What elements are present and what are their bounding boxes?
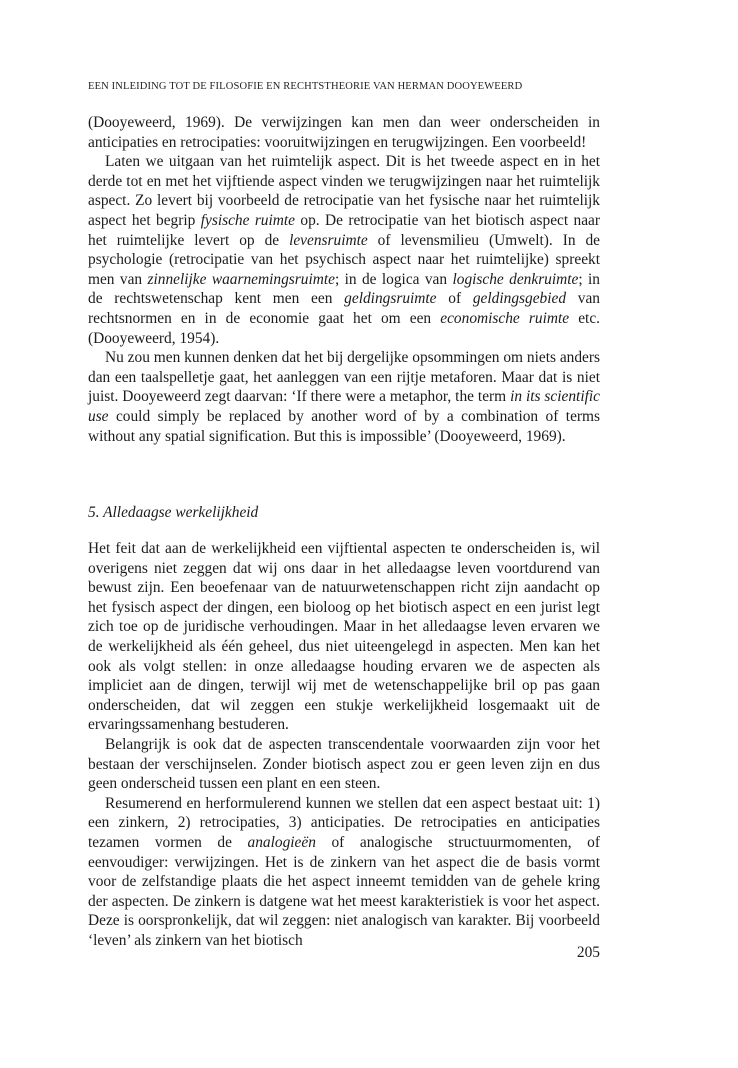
text-run: (Dooyeweerd, 1969). De verwijzingen kan men dan weer onderscheiden in anticipaties en retrocipaties: vooruitwijzingen en terugwijzingen. Een voorbeeld! [88,114,600,151]
paragraph-3 [88,348,600,446]
section-paragraph-2 [88,735,600,794]
text-run: ; in de logica van [334,270,453,288]
italic-run: fysische ruimte [200,211,296,229]
section-paragraph-1 [88,539,600,735]
body-text-section-5 [88,539,600,950]
italic-run: levensruimte [289,231,368,249]
text-run: Laten we uitgaan van het ruimtelijk aspect. Dit is het tweede aspect en in het derde tot en met het vijftiende aspect vinden we terugwijzingen naar het ruimtelijk aspect. Zo levert bij voorbeeld de retrocipatie van het fysische naar het ruimtelijk aspect het begrip [88,153,600,229]
page-number: 205 [576,944,600,961]
text-run: op. De retrocipatie van het biotisch aspect naar het ruimtelijke levert op de [88,211,601,249]
text-run: could simply be replaced by another word of by a combination of terms without any spatial signification. But this is impossible’ (Dooyeweerd, 1969). [88,407,600,445]
text-run: Resumerend en herformulerend kunnen we stellen dat een aspect bestaat uit: 1) een zinkern, 2) retrocipaties, 3) anticipaties. De retrocipaties en anticipaties tezamen vormen de [88,794,600,851]
italic-run: in its scientific use [88,388,600,425]
italic-run: logische denkruimte [452,270,579,288]
running-head: EEN INLEIDING TOT DE FILOSOFIE EN RECHTSTHEORIE VAN HERMAN DOOYEWEERD [88,81,523,92]
text-run: of [436,290,473,308]
text-run: ; in de rechtswetenschap kent men een [88,270,600,308]
text-run: Het feit dat aan de werkelijkheid een vijftiental aspecten te onderscheiden is, wil overigens niet zeggen dat wij ons daar in het alledaagse leven voortdurend van bewust zijn. Een beoefenaar van de natuurwetenschappen richt zijn aandacht op het fysisch aspect der dingen, een bioloog op het biotisch aspect en een jurist legt zich toe op de juridische verhoudingen. Maar in het alledaagse leven ervaren we de werkelijkheid als één geheel, dus niet uiteengelegd in aspecten. Men kan het ook als volgt stellen: in onze alledaagse houding ervaren we de aspecten als impliciet aan de dingen, terwijl wij met de wetenschappelijke bril op pas gaan onderscheiden, dat wil zeggen een stukje werkelijkheid losgemaakt uit de ervaringssamenhang bestuderen. [88,540,600,734]
section-paragraph-3 [88,794,600,951]
italic-run: zinnelijke waarnemingsruimte [147,270,335,288]
text-run: etc. (Dooyeweerd, 1954). [88,309,600,347]
text-run: van rechtsnormen en in de economie gaat het om een [88,290,601,327]
text-run: of analogische structuurmomenten, of eenvoudiger: verwijzingen. Het is de zinkern van het aspect die de basis vormt voor de zelfstandige plaats die het aspect inneemt temidden van de gehele kring der aspecten. De zinkern is datgene wat het meest karakteristiek is voor het aspect. Deze is oorspronkelijk, dat wil zeggen: niet analogisch van karakter. Bij voorbeeld ‘leven’ als zinkern van het biotisch [88,833,600,949]
paragraph-2 [88,152,600,348]
italic-run: economische ruimte [440,309,570,327]
italic-run: analogieën [247,833,316,851]
italic-run: geldingsruimte [344,290,437,308]
section-heading: 5. Alledaagse werkelijkheid [88,504,259,521]
text-run: Belangrijk is ook dat de aspecten transcendentale voorwaarden zijn voor het bestaan der verschijnselen. Zonder biotisch aspect zou er geen leven zijn en dus geen onderscheid tussen een plant en een steen. [88,735,600,793]
body-text-before-section [88,113,600,446]
paragraph-1 [88,113,600,152]
text-run: of levensmilieu (Umwelt). In de psychologie (retrocipatie van het psychisch aspect naar het ruimtelijke) spreekt men van [88,231,600,288]
text-run: Nu zou men kunnen denken dat het bij dergelijke opsommingen om niets anders dan een taalspelletje gaat, het aanleggen van een rijtje metaforen. Maar dat is niet juist. Dooyeweerd zegt daarvan: ‘If there were a metaphor, the term [88,349,600,406]
italic-run: geldingsgebied [472,290,567,308]
